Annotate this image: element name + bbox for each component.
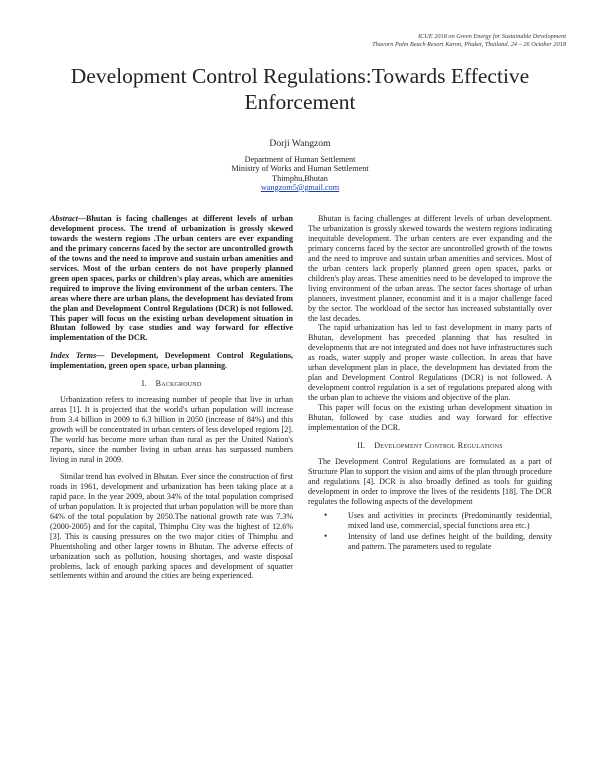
left-column: [50, 214, 293, 581]
regulation-aspects-list: [308, 511, 552, 552]
list-item-text: Intensity of land use defines height of the building, density and pattern. The parameters used to regulate: [348, 531, 552, 551]
author-name: Dorji Wangzom: [269, 138, 331, 149]
section-heading-dcr: [308, 441, 552, 451]
paper-title: Development Control Regulations:Towards Effective Enforcement: [70, 64, 530, 114]
affiliation-city: Thimphu,Bhutan: [272, 173, 328, 183]
section-heading-background: [50, 379, 293, 389]
conference-venue: Thavorn Palm Beach Resort Karon, Phuket, Thailand. 24 – 26 October 2018: [372, 41, 566, 48]
list-item: [324, 509, 552, 531]
section-number: II.: [357, 440, 366, 450]
author-email-link[interactable]: wangzom5@gmail.com: [260, 182, 340, 192]
body-paragraph: This paper will focus on the existing urban development situation in Bhutan, followed by case studies and way forward for effective implementation of the DCR.: [308, 403, 552, 433]
abstract-label: Abstract—: [50, 214, 86, 223]
body-paragraph: Urbanization refers to increasing number of people that live in urban areas [1]. It is projected that the world's urban population will increase from 3.4 billion in 2009 to 6.3 billion in 2050 (increase of 84%) and this growth will be concentrated in urban centers of less developed regions [2]. The world has become more urban than rural as per the United Nation's reports, since the number living in urban areas has surpassed numbers living in rural in 2009.: [50, 395, 293, 464]
body-paragraph: The rapid urbanization has led to fast development in many parts of Bhutan, development has preceded planning that has resulted in developments that are not integrated and does not have infrastructures such as roads, water supply and proper waste collection. In areas that have urban development plan in place, the development has deviated from the plan and Development Control Regulations (DCR) is not followed. A development control regulation is a set of regulations prepared along with the urban plan to achieve the visions and objective of the plan.: [308, 323, 552, 403]
body-paragraph: Bhutan is facing challenges at different levels of urban development. The urbanization is grossly skewed towards the western regions indicating inequitable development. The urban centers are ever expanding and the primary concerns faced by the sector are uncontrolled growth of the towns and the need to improve and sustain urban amenities and services. Most of the urban centers lack properly planned green open spaces, parks or children's play areas. These amenities need to be developed to improve the living environment of the urban areas. The sector faces shortage of urban planners, investment planner, economist and it is a major challenge faced by the sector. The workload of the sector has increased substantially over the last decades.: [308, 214, 552, 323]
affiliation-block: [34, 155, 566, 192]
section-number: I.: [141, 379, 147, 389]
index-terms-text: Development, Development Control Regulations, implementation, green open space, urban planning.: [50, 351, 293, 371]
section-title: Development Control Regulations: [374, 440, 503, 450]
bullet-icon: •: [324, 530, 328, 541]
affiliation-department: Department of Human Settlement: [244, 155, 356, 164]
affiliation-ministry: Ministry of Works and Human Settlement: [231, 164, 369, 174]
conference-name: ICUE 2018 on Green Energy for Sustainable Development: [417, 33, 566, 40]
list-item: [324, 530, 552, 552]
abstract: [50, 214, 293, 343]
body-paragraph: Similar trend has evolved in Bhutan. Ever since the construction of first roads in 1961, development and urbanization has been taking place at a rapid pace. In the year 2009, about 34% of the total population comprised of urban population. It is projected that urban population will be more than 64% of the total population by 2050.The national growth rate was 7.3% (2000-2005) and for the capital, Thimphu City was the highest of 12.6% [3]. This is causing pressures on the two major cities of Thimphu and Phuentsholing and other larger towns in Bhutan. The adverse effects of urbanization such as pollution, housing shortages, and waste disposal problems, lack of enough parking spaces and development of squatter settlements within and around the cities are being experienced.: [50, 471, 293, 581]
list-item-text: Uses and activities in precincts (Predominantly residential, mixed land use, commercial, special functions area etc.): [348, 510, 552, 530]
bullet-icon: •: [324, 509, 328, 520]
right-column: [308, 214, 552, 553]
index-terms: [50, 351, 293, 371]
conference-header: [236, 33, 566, 49]
section-title: Background: [155, 379, 202, 389]
body-paragraph: The Development Control Regulations are formulated as a part of Structure Plan to support the vision and aims of the plan through procedure and regulations [4]. DCR is also broadly defined as tools for guiding development in order to improve the lives of the residents [18]. The DCR regulates the following aspects of the development: [308, 456, 552, 506]
index-terms-label: Index Terms—: [50, 351, 105, 361]
abstract-text: Bhutan is facing challenges at different levels of urban development process. The trend of urbanization is grossly skewed towards the western regions .The urban centers are ever expanding and the primary concerns faced by the sector are uncontrolled growth of the towns and the need to improve and sustain urban amenities and services. Most of the urban centers do not have properly planned green open spaces, parks or children's play areas, which are amenities required to improve the living environment of the urban centers. The areas where there are urban plans, the development has deviated from the plan and Development Control Regulations (DCR) is not followed. This paper will focus on the existing urban development situation in Bhutan followed by case studies and way forward for effective implementation of the DCR.: [50, 214, 293, 343]
